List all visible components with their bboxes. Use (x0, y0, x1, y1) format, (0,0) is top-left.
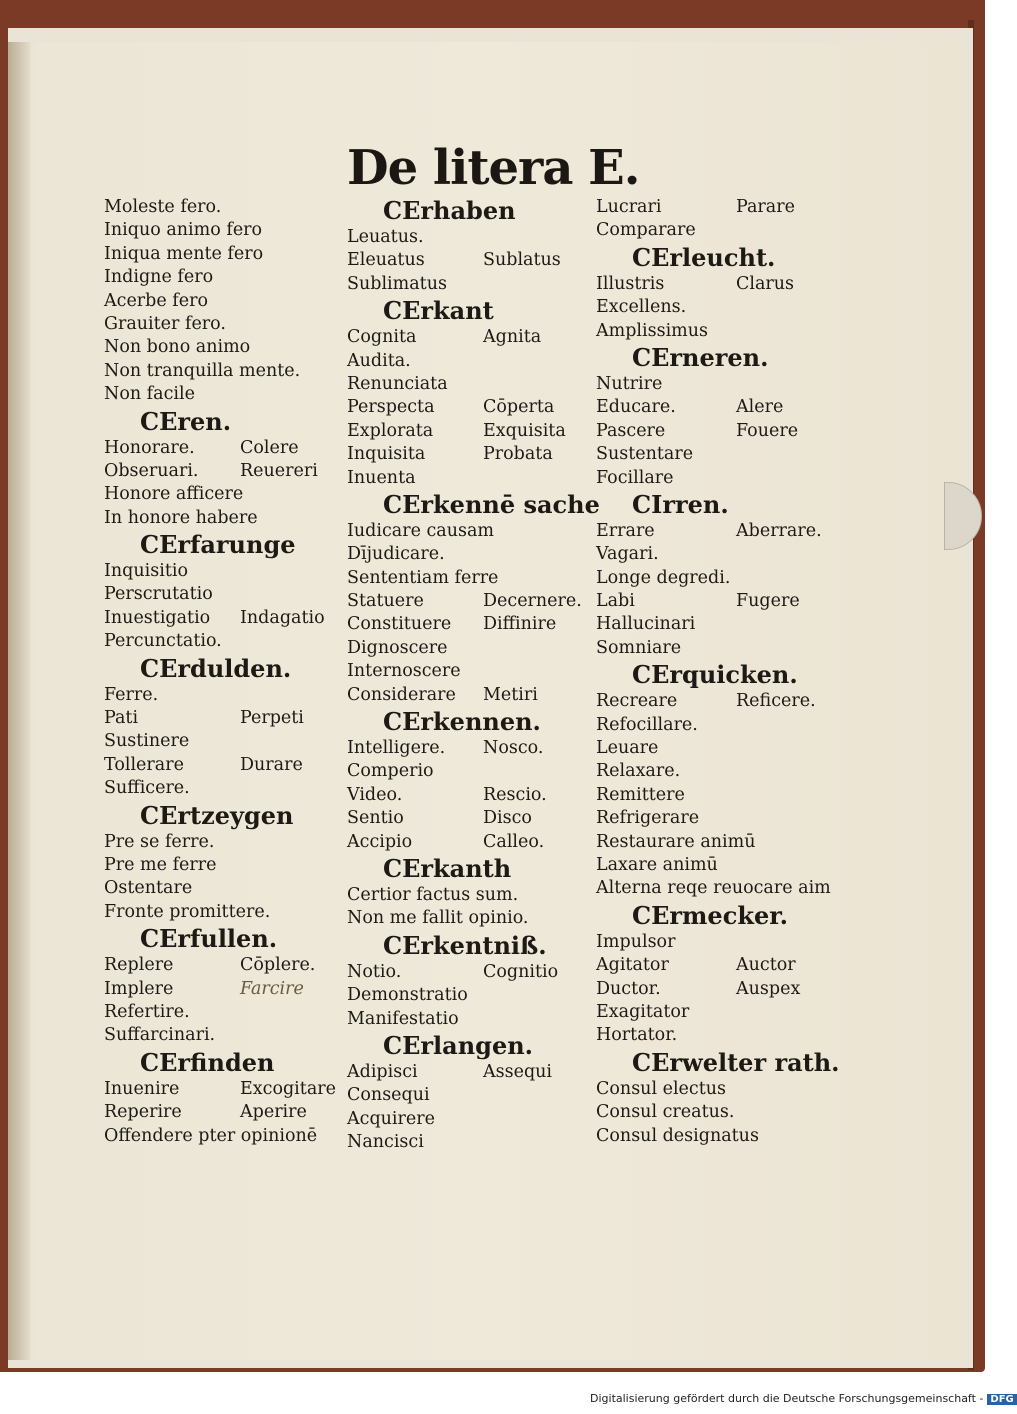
column-3 (596, 196, 840, 1148)
dictionary-entry (104, 877, 344, 900)
dictionary-entry (596, 1024, 836, 1047)
dictionary-entry (596, 467, 836, 490)
section-heading-label: CErfinden (140, 1047, 275, 1077)
entry-term: Agitator (596, 955, 669, 976)
dictionary-entry (104, 831, 344, 854)
entry-term: Suffarcinari. (104, 1025, 216, 1046)
entry-term: Inuenta (347, 467, 416, 488)
section-heading (104, 924, 344, 954)
entry-term: Illustris (596, 273, 665, 294)
entry-term: Refertire. (104, 1001, 190, 1022)
entry-term: Adipisci (347, 1061, 418, 1082)
entry-term: Consequi (347, 1085, 430, 1106)
section-heading (104, 801, 344, 831)
entry-term: Cognita (347, 327, 417, 348)
entry-term: Exagitator (596, 1001, 690, 1022)
entry-term: Sufficere. (104, 778, 190, 799)
entry-term: Somniare (596, 637, 682, 658)
dictionary-entry (596, 567, 836, 590)
dictionary-entry (104, 243, 344, 266)
entry-synonym: Assequi (483, 1061, 553, 1082)
entry-term: Explorata (347, 420, 434, 441)
dictionary-entry (596, 807, 836, 830)
entry-term: Inquisitio (104, 561, 188, 582)
entry-term: Alterna reqe reuocare aim (596, 878, 831, 899)
entry-term: Non me fallit opinio. (347, 908, 529, 929)
entry-term: Iniquo animo fero (104, 220, 263, 241)
dictionary-entry (596, 443, 836, 466)
footer-credit (590, 1392, 1017, 1405)
entry-term: Amplissimus (596, 320, 709, 341)
entry-term: Pascere (596, 420, 666, 441)
dictionary-entry (104, 1101, 344, 1124)
entry-term: Accipio (347, 831, 413, 852)
handwritten-entry: Farcire (240, 978, 304, 999)
section-heading (596, 343, 836, 373)
entry-synonym: Reuereri (240, 460, 318, 481)
section-heading (596, 660, 836, 690)
column-2 (347, 196, 600, 1155)
entry-synonym: Perpeti (240, 708, 304, 729)
section-heading-label: CErneren. (632, 342, 769, 372)
entry-term: Recreare (596, 691, 678, 712)
entry-synonym: Diffinire (483, 614, 557, 635)
entry-term: Ferre. (104, 684, 159, 705)
entry-term: Labi (596, 591, 635, 612)
entry-term: Relaxare. (596, 761, 681, 782)
dictionary-entry (347, 249, 592, 272)
section-heading-label: CErfarunge (140, 530, 296, 560)
entry-term: Leuare (596, 738, 659, 759)
entry-term: Notio. (347, 961, 402, 982)
dictionary-entry (596, 613, 836, 636)
entry-synonym: Agnita (483, 327, 542, 348)
entry-term: Refocillare. (596, 714, 698, 735)
dictionary-entry (104, 901, 344, 924)
entry-term: Ostentare (104, 878, 193, 899)
dictionary-entry (104, 507, 344, 530)
section-heading-label: CErkant (383, 296, 494, 326)
entry-term: Ductor. (596, 978, 661, 999)
entry-synonym: Reficere. (736, 691, 816, 712)
entry-term: Implere (104, 978, 174, 999)
dictionary-entry (104, 707, 344, 730)
entry-term: Reperire (104, 1102, 182, 1123)
dictionary-entry (347, 784, 592, 807)
dictionary-entry (596, 1078, 836, 1101)
entry-synonym: Colere (240, 437, 299, 458)
entry-term: Considerare (347, 684, 456, 705)
dictionary-entry (104, 560, 344, 583)
dictionary-entry (104, 1024, 344, 1047)
entry-term: Sentio (347, 808, 404, 829)
entry-term: Consul creatus. (596, 1102, 735, 1123)
entry-term: Inquisita (347, 444, 426, 465)
entry-term: Sustentare (596, 444, 694, 465)
section-heading-label: CIrren. (632, 489, 729, 519)
entry-synonym: Parare (736, 197, 795, 217)
entry-term: Certior factus sum. (347, 884, 519, 905)
entry-synonym: Fugere (736, 591, 800, 612)
dictionary-entry (104, 684, 344, 707)
entry-term: Acquirere (347, 1108, 435, 1129)
dictionary-entry (347, 660, 592, 683)
dictionary-entry (347, 567, 592, 590)
entry-term: Percunctatio. (104, 631, 222, 652)
dictionary-entry (596, 196, 836, 219)
entry-term: Sublimatus (347, 273, 447, 294)
entry-term: Renunciata (347, 373, 448, 394)
dictionary-entry (596, 420, 836, 443)
entry-synonym: Clarus (736, 273, 795, 294)
section-heading-label: CErquicken. (632, 660, 798, 690)
column-1 (104, 196, 344, 1148)
entry-synonym: Durare (240, 754, 303, 775)
dictionary-entry (347, 467, 592, 490)
dictionary-entry (347, 961, 592, 984)
dictionary-entry (596, 931, 836, 954)
entry-synonym: Auspex (736, 978, 801, 999)
entry-term: Manifestatio (347, 1008, 459, 1029)
section-heading (596, 1047, 840, 1078)
entry-term: Inuenire (104, 1078, 180, 1099)
dictionary-entry (104, 754, 344, 777)
dictionary-entry (104, 978, 344, 1001)
entry-synonym: Excogitare (240, 1078, 336, 1099)
dictionary-entry (347, 831, 592, 854)
section-heading (347, 296, 592, 326)
entry-synonym: Indagatio (240, 607, 325, 628)
section-heading-label: CErkentniß. (383, 930, 547, 960)
dictionary-entry (596, 784, 836, 807)
dictionary-entry (104, 954, 344, 977)
dictionary-entry (104, 266, 344, 289)
entry-term: Educare. (596, 397, 676, 418)
section-heading (347, 707, 592, 737)
section-heading-label: CErkennen. (383, 707, 541, 737)
dictionary-entry (104, 383, 344, 406)
entry-term: Non tranquilla mente. (104, 360, 301, 381)
entry-term: Obseruari. (104, 460, 199, 481)
entry-synonym: Sublatus (483, 250, 561, 271)
dictionary-entry (596, 1101, 836, 1124)
entry-term: Non facile (104, 384, 195, 405)
entry-synonym: Disco (483, 808, 532, 829)
section-heading-label: CErkennē sache (383, 489, 600, 519)
entry-term: Replere (104, 955, 174, 976)
dictionary-entry (347, 520, 592, 543)
dictionary-entry (596, 543, 836, 566)
entry-synonym: Aberrare. (736, 520, 822, 541)
dictionary-entry (596, 714, 836, 737)
entry-term: Lucrari (596, 197, 662, 217)
dictionary-entry (104, 730, 344, 753)
entry-term: Audita. (347, 350, 411, 371)
section-heading (347, 196, 592, 226)
entry-term: Statuere (347, 591, 424, 612)
section-heading (596, 243, 836, 273)
entry-synonym: Exquisita (483, 420, 566, 441)
dictionary-entry (347, 907, 592, 930)
entry-term: Laxare animū (596, 854, 718, 875)
dictionary-entry (104, 313, 344, 336)
entry-term: Grauiter fero. (104, 313, 226, 334)
section-heading (596, 901, 836, 931)
dictionary-entry (596, 854, 836, 877)
entry-term: In honore habere (104, 507, 258, 528)
dictionary-entry (347, 1131, 592, 1154)
entry-term: Pre se ferre. (104, 831, 215, 852)
entry-term: Dījudicare. (347, 544, 445, 565)
entry-term: Vagari. (596, 544, 659, 565)
entry-term: Tollerare (104, 754, 184, 775)
entry-term: Focillare (596, 467, 674, 488)
entry-term: Remittere (596, 784, 685, 805)
entry-synonym: Cognitio (483, 961, 559, 982)
section-heading-label: CErtzeygen (140, 800, 294, 830)
dictionary-entry (104, 290, 344, 313)
entry-term: Intelligere. (347, 738, 446, 759)
dictionary-entry (104, 630, 344, 653)
entry-term: Hortator. (596, 1025, 678, 1046)
entry-term: Nancisci (347, 1132, 424, 1153)
dictionary-entry (104, 1001, 344, 1024)
dictionary-entry (596, 373, 836, 396)
entry-term: Non bono animo (104, 337, 251, 358)
entry-term: Honore afficere (104, 484, 244, 505)
dictionary-entry (347, 543, 592, 566)
section-heading (104, 407, 344, 437)
dictionary-entry (596, 737, 836, 760)
dictionary-entry (347, 613, 592, 636)
entry-term: Consul electus (596, 1078, 727, 1099)
dictionary-entry (347, 373, 592, 396)
entry-term: Indigne fero (104, 267, 214, 288)
dictionary-entry (347, 984, 592, 1007)
dictionary-entry (596, 219, 836, 242)
entry-term: Video. (347, 784, 403, 805)
entry-term: Comparare (596, 220, 696, 241)
entry-term: Nutrire (596, 373, 663, 394)
dictionary-entry (596, 590, 836, 613)
section-heading-label: CErkanth (383, 853, 512, 883)
entry-term: Perspecta (347, 397, 435, 418)
section-heading-label: CErlangen. (383, 1030, 534, 1060)
entry-synonym: Decernere. (483, 591, 582, 612)
dictionary-entry (347, 884, 592, 907)
dictionary-entry (347, 443, 592, 466)
entry-synonym: Nosco. (483, 738, 544, 759)
dictionary-entry (347, 737, 592, 760)
dictionary-entry (104, 460, 344, 483)
section-heading-label: CErhaben (383, 196, 516, 225)
entry-term: Leuatus. (347, 227, 424, 247)
entry-term: Honorare. (104, 437, 195, 458)
entry-synonym: Probata (483, 444, 553, 465)
entry-synonym: Fouere (736, 420, 799, 441)
dictionary-entry (104, 777, 344, 800)
dictionary-entry (104, 1125, 344, 1148)
dictionary-entry (596, 978, 836, 1001)
entry-synonym: Calleo. (483, 831, 545, 852)
dictionary-entry (104, 437, 344, 460)
entry-term: Inuestigatio (104, 607, 211, 628)
dictionary-entry (596, 690, 836, 713)
dictionary-entry (104, 1078, 344, 1101)
dictionary-entry (347, 590, 592, 613)
entry-term: Pre me ferre (104, 854, 217, 875)
dictionary-entry (596, 320, 836, 343)
dictionary-entry (347, 1084, 592, 1107)
dictionary-entry (104, 360, 344, 383)
entry-synonym: Cōperta (483, 397, 555, 418)
dictionary-entry (347, 1108, 592, 1131)
entry-term: Iniqua mente fero (104, 243, 264, 264)
entry-synonym: Rescio. (483, 784, 547, 805)
entry-synonym: Auctor (736, 955, 796, 976)
dictionary-entry (347, 684, 592, 707)
dfg-logo: DFG (987, 1394, 1016, 1405)
entry-term: Acerbe fero (104, 290, 209, 311)
dictionary-entry (104, 483, 344, 506)
section-heading (347, 854, 592, 884)
entry-synonym: Aperire (240, 1102, 307, 1123)
entry-term: Pati (104, 708, 139, 729)
entry-synonym: Alere (736, 397, 784, 418)
dictionary-entry (347, 396, 592, 419)
dictionary-entry (104, 219, 344, 242)
dictionary-entry (104, 583, 344, 606)
section-heading-label: CErmecker. (632, 900, 789, 930)
dictionary-entry (596, 877, 836, 900)
page-title: De litera E. (347, 140, 640, 196)
section-heading-label: CErfullen. (140, 924, 278, 954)
entry-term: Comperio (347, 761, 434, 782)
entry-term: Offendere pter opinionē (104, 1125, 318, 1146)
entry-term: Hallucinari (596, 614, 696, 635)
entry-term: Perscrutatio (104, 584, 213, 605)
dictionary-entry (347, 420, 592, 443)
entry-term: Excellens. (596, 297, 687, 318)
dictionary-entry (347, 760, 592, 783)
dictionary-entry (596, 296, 836, 319)
section-heading (596, 490, 836, 520)
entry-term: Constituere (347, 614, 452, 635)
entry-term: Iudicare causam (347, 520, 495, 541)
dictionary-entry (104, 607, 344, 630)
section-heading (104, 1048, 344, 1078)
section-heading (104, 530, 344, 560)
entry-term: Restaurare animū (596, 831, 756, 852)
dictionary-entry (347, 226, 592, 249)
section-heading-label: CErwelter rath. (632, 1047, 840, 1077)
dictionary-entry (347, 326, 592, 349)
section-heading-label: CErleucht. (632, 242, 776, 272)
entry-term: Dignoscere (347, 637, 448, 658)
entry-term: Internoscere (347, 661, 461, 682)
dictionary-entry (347, 1061, 592, 1084)
entry-term: Longe degredi. (596, 567, 731, 588)
dictionary-entry (347, 350, 592, 373)
dictionary-entry (596, 1125, 836, 1148)
entry-term: Eleuatus (347, 250, 425, 271)
entry-term: Impulsor (596, 931, 676, 952)
section-heading (347, 1031, 592, 1061)
section-heading-label: CEren. (140, 406, 232, 436)
entry-term: Sustinere (104, 731, 190, 752)
dictionary-entry (596, 760, 836, 783)
section-heading (347, 931, 592, 961)
dictionary-entry (104, 854, 344, 877)
dictionary-entry (347, 807, 592, 830)
entry-term: Refrigerare (596, 808, 700, 829)
page-gutter (8, 42, 30, 1360)
entry-term: Fronte promittere. (104, 901, 271, 922)
dictionary-entry (347, 1008, 592, 1031)
entry-term: Sententiam ferre (347, 567, 499, 588)
entry-term: Errare (596, 520, 655, 541)
dictionary-entry (104, 196, 344, 219)
section-heading (347, 489, 600, 520)
entry-synonym: Metiri (483, 684, 538, 705)
section-heading (104, 654, 344, 684)
dictionary-entry (596, 954, 836, 977)
dictionary-entry (347, 273, 592, 296)
entry-term: Demonstratio (347, 985, 468, 1006)
dictionary-entry (596, 637, 836, 660)
section-heading-label: CErdulden. (140, 653, 292, 683)
dictionary-entry (596, 273, 836, 296)
entry-term: Moleste fero. (104, 197, 222, 217)
dictionary-entry (104, 336, 344, 359)
dictionary-entry (596, 396, 836, 419)
dictionary-entry (596, 1001, 836, 1024)
entry-synonym: Cōplere. (240, 955, 316, 976)
dictionary-entry (596, 831, 836, 854)
dictionary-entry (596, 520, 836, 543)
dictionary-entry (347, 637, 592, 660)
entry-term: Consul designatus (596, 1125, 759, 1146)
footer-text: Digitalisierung gefördert durch die Deutsche Forschungsgemeinschaft - (590, 1392, 984, 1405)
